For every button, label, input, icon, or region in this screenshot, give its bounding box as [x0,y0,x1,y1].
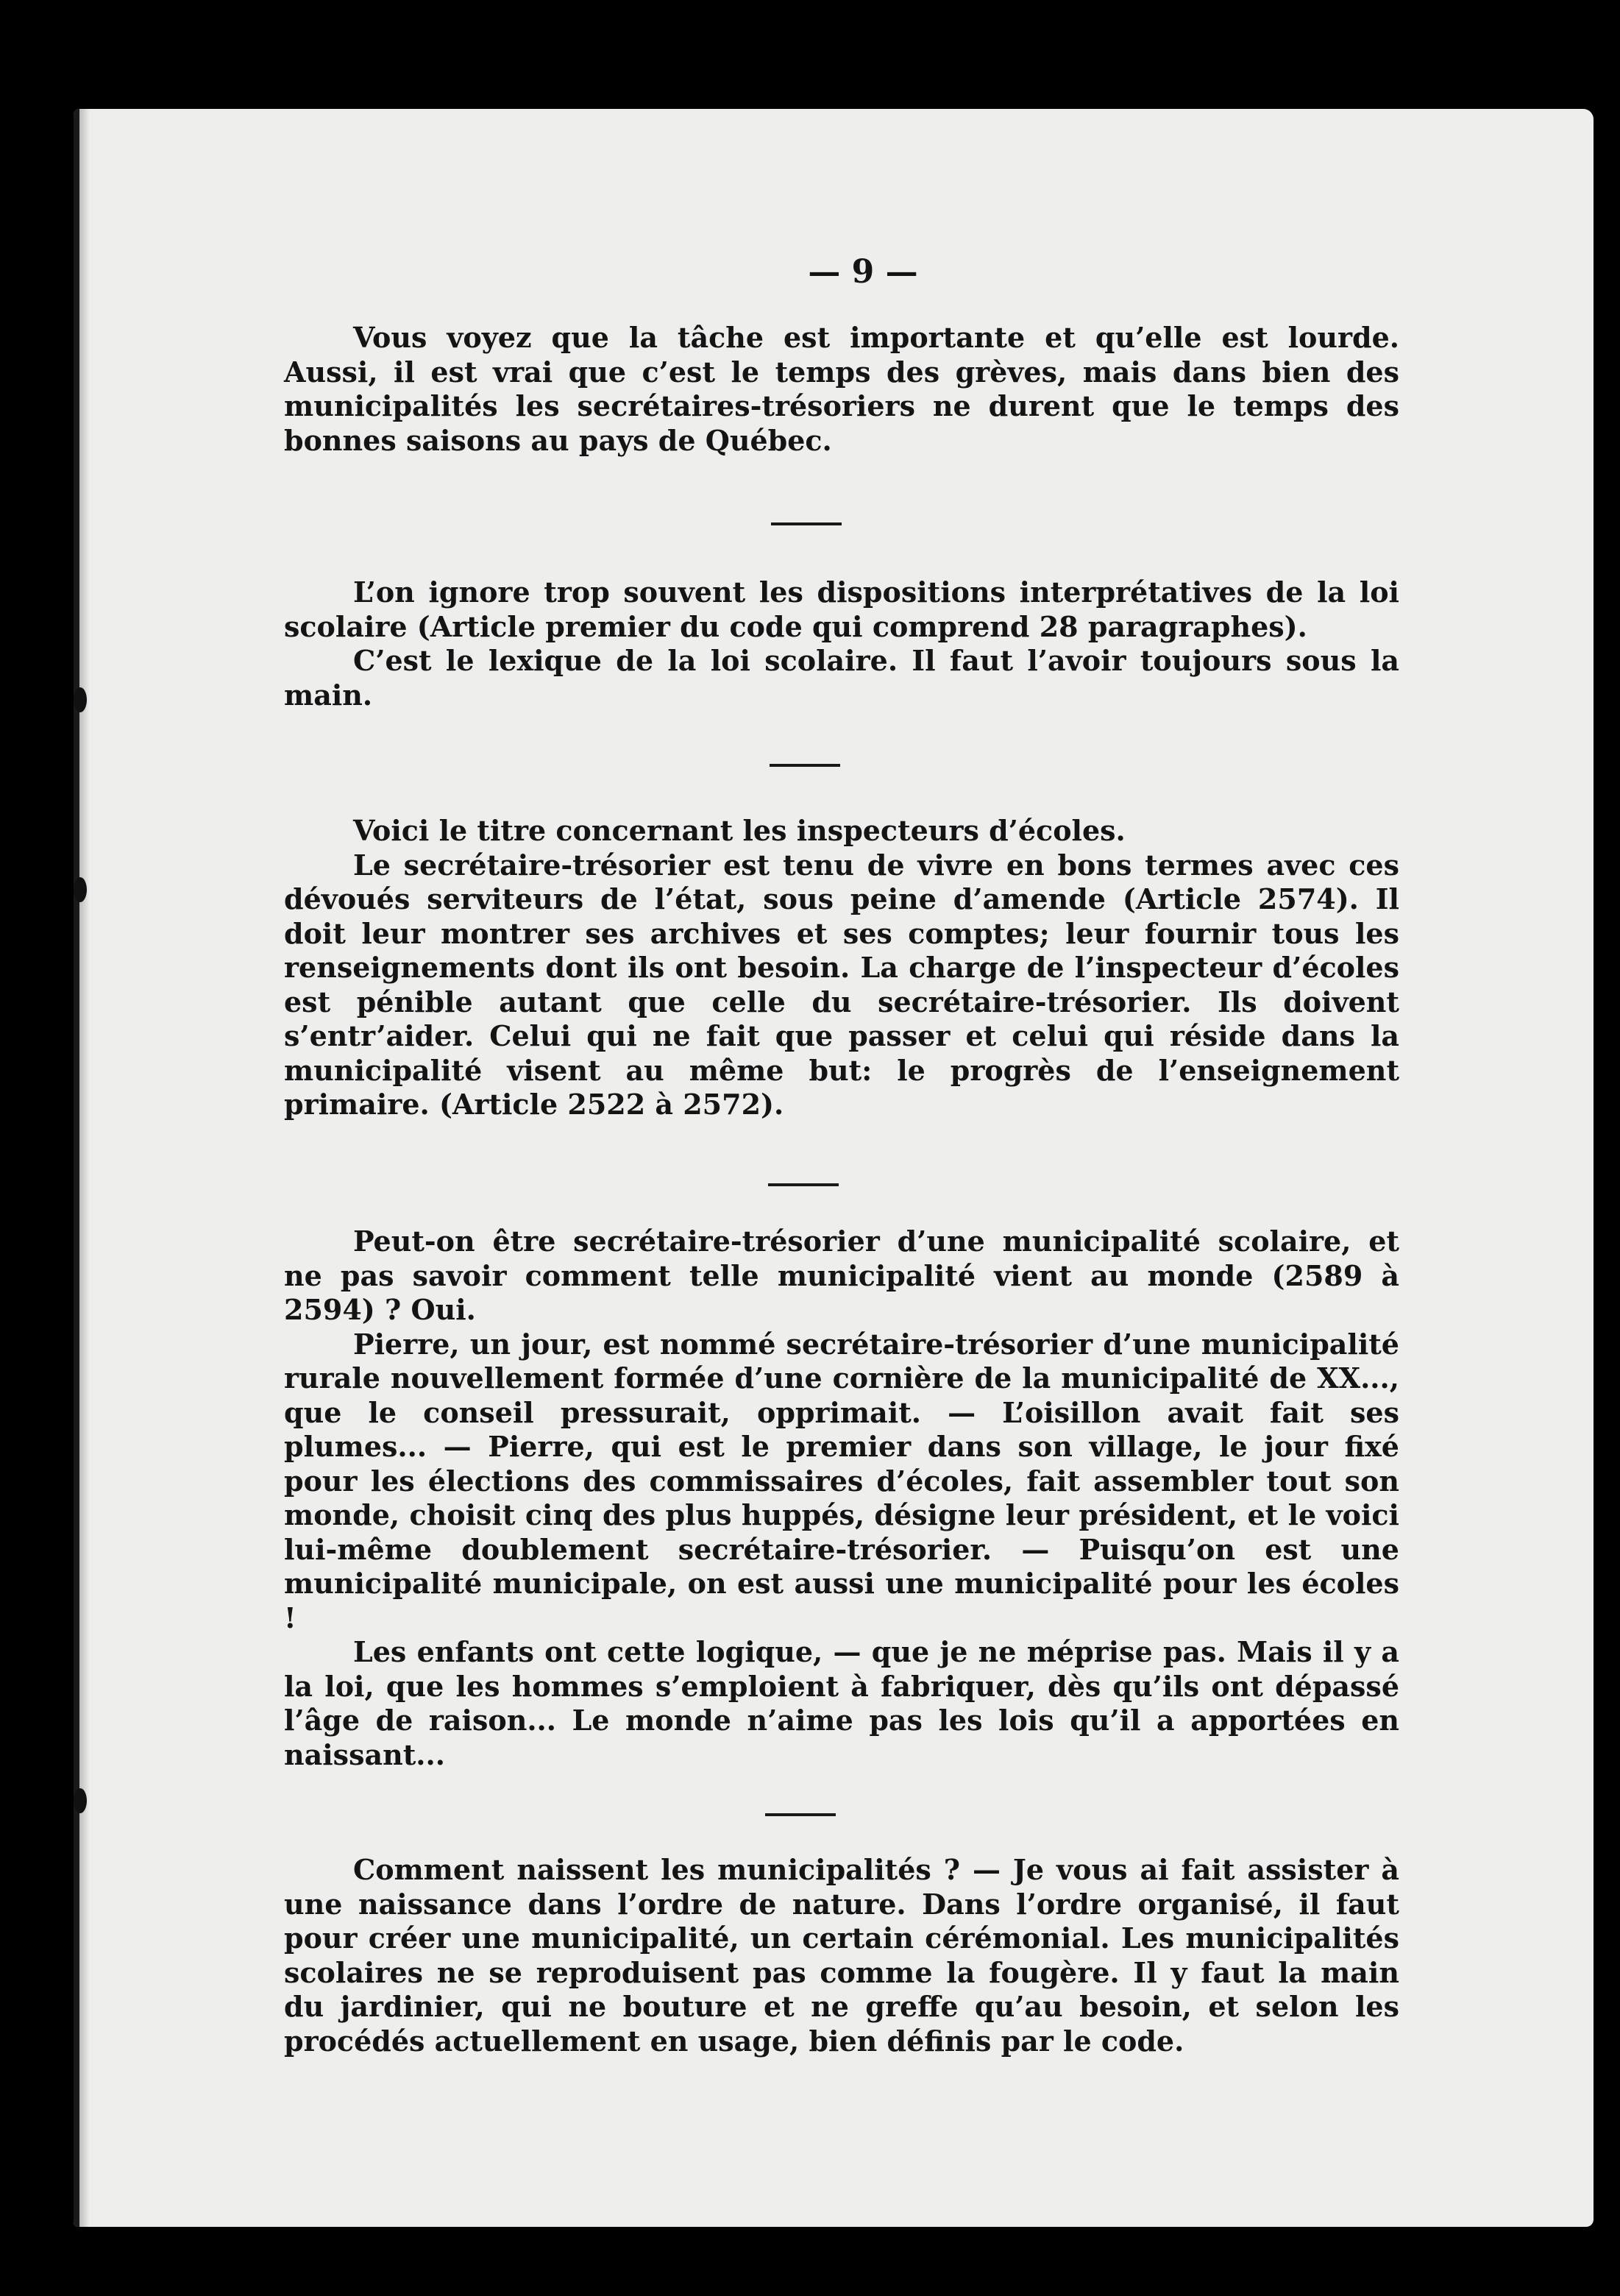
paragraph: L’on ignore trop souvent les dispositions interprétatives de la loi scolaire (Article premier du code qui comprend 28 paragraphes). [284,575,1399,643]
paragraph: Peut-on être secrétaire-trésorier d’une municipalité scolaire, et ne pas savoir comment telle municipalité vient au monde (2589 à 2594) ? Oui. [284,1225,1399,1326]
book-page [74,109,1594,2227]
binding-hole [74,1788,87,1813]
paragraph: Comment naissent les municipalités ? — Je vous ai fait assister à une naissance dans l’ordre de nature. Dans l’ordre organisé, il faut pour créer une municipalité, un certain cérémonial. Les municipalités scolaires ne se reproduisent pas comme la fougère. Il y faut la main du jardinier, qui ne bouture et ne greffe qu’au besoin, et selon les procédés actuellement en usage, bien définis par le code. [284,1853,1399,2058]
paragraph: C’est le lexique de la loi scolaire. Il faut l’avoir toujours sous la main. [284,644,1399,712]
paragraph: Les enfants ont cette logique, — que je ne méprise pas. Mais il y a la loi, que les hommes s’emploient à fabriquer, dès qu’ils ont dépassé l’âge de raison... Le monde n’aime pas les lois qu’il a apportées en naissant... [284,1635,1399,1771]
section-divider [771,522,842,525]
paragraph: Vous voyez que la tâche est importante et qu’elle est lourde. Aussi, il est vrai que c’est le temps des grèves, mais dans bien des municipalités les secrétaires-trésoriers ne durent que le temps des bonnes saisons au pays de Québec. [284,321,1399,457]
binding-hole [74,687,87,712]
section-5 [284,1853,1399,2058]
section-3 [284,814,1399,1122]
paragraph: Le secrétaire-trésorier est tenu de vivre en bons termes avec ces dévoués serviteurs de l’état, sous peine d’amende (Article 2574). Il doit leur montrer ses archives et ses comptes; leur fournir tous les renseignements dont ils ont besoin. La charge de l’inspecteur d’écoles est pénible autant que celle du secrétaire-trésorier. Ils doivent s’entr’aider. Celui qui ne fait que passer et celui qui réside dans la municipalité visent au même but: le progrès de l’enseignement primaire. (Article 2522 à 2572). [284,848,1399,1121]
section-divider [768,1183,839,1186]
binding-shadow [79,109,90,2227]
section-1 [284,321,1399,458]
section-2 [284,575,1399,712]
paragraph: Pierre, un jour, est nommé secrétaire-trésorier d’une municipalité rurale nouvellement formée d’une cornière de la municipalité de XX..., que le conseil pressurait, opprimait. — L’oisillon avait fait ses plumes... — Pierre, qui est le premier dans son village, le jour fixé pour les élections des commissaires d’écoles, fait assembler tout son monde, choisit cinq des plus huppés, désigne leur président, et le voici lui-même doublement secrétaire-trésorier. — Puisqu’on est une municipalité municipale, on est aussi une municipalité pour les écoles ! [284,1327,1399,1634]
page-number: — 9 — [808,253,918,291]
section-divider [765,1813,836,1816]
section-divider [770,764,840,767]
binding-line [74,109,79,2227]
section-4 [284,1225,1399,1772]
paragraph: Voici le titre concernant les inspecteurs d’écoles. [353,814,1126,847]
binding-hole [74,877,87,902]
